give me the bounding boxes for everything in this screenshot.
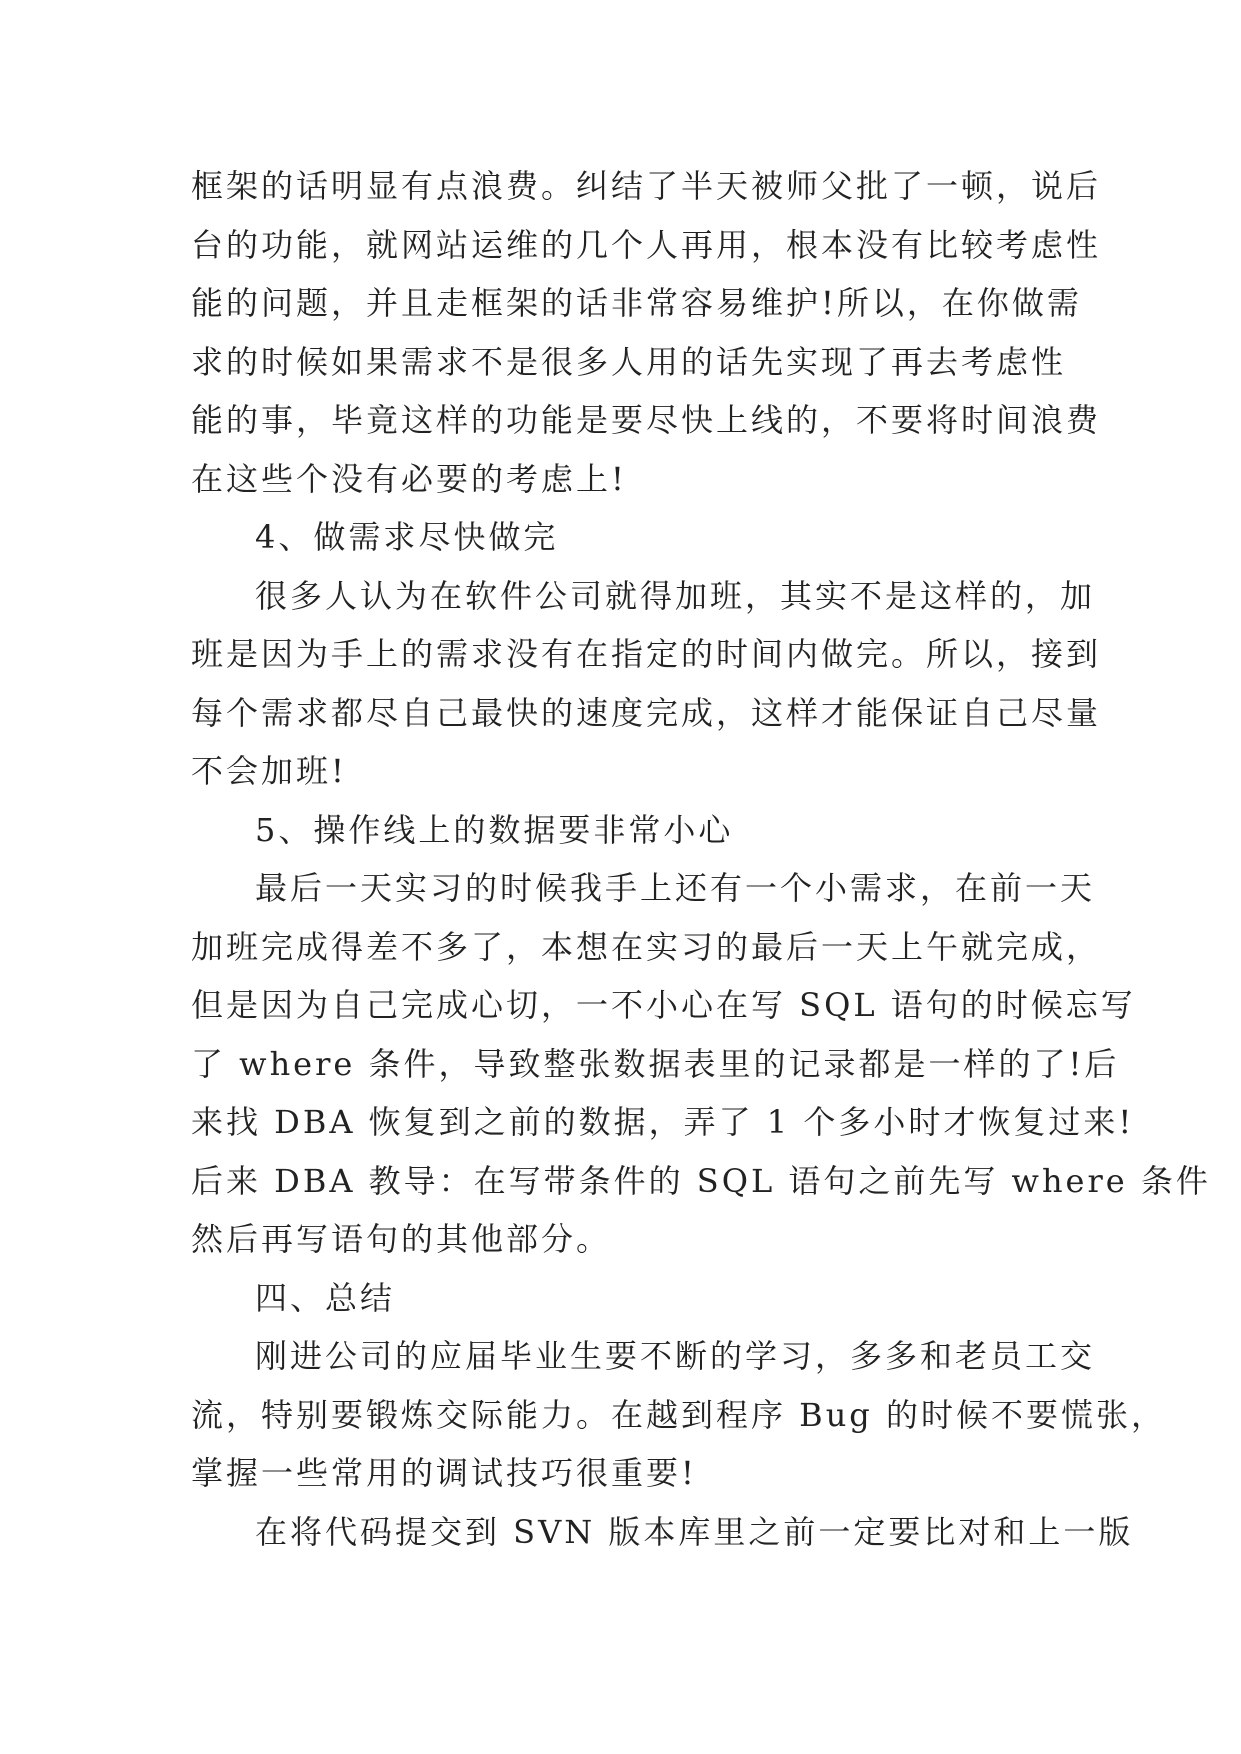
heading-text: 5、操作线上的数据要非常小心 bbox=[255, 810, 734, 849]
text-line: 求的时候如果需求不是很多人用的话先实现了再去考虑性 bbox=[191, 342, 1067, 381]
text-line: 了 where 条件，导致整张数据表里的记录都是一样的了!后 bbox=[191, 1044, 1120, 1083]
text-line: 加班完成得差不多了，本想在实习的最后一天上午就完成， bbox=[191, 927, 1102, 966]
paragraph bbox=[191, 1327, 1166, 1503]
text-line: 后来 DBA 教导：在写带条件的 SQL 语句之前先写 where 条件 bbox=[191, 1161, 1211, 1200]
text-line: 在这些个没有必要的考虑上! bbox=[191, 459, 627, 498]
document-body bbox=[191, 157, 1211, 1561]
paragraph bbox=[191, 567, 1102, 801]
heading-text: 4、做需求尽快做完 bbox=[255, 518, 559, 556]
paragraph bbox=[191, 1503, 1134, 1562]
text-line: 班是因为手上的需求没有在指定的时间内做完。所以，接到 bbox=[191, 635, 1102, 673]
text-line: 最后一天实习的时候我手上还有一个小需求，在前一天 bbox=[255, 869, 1096, 907]
paragraph bbox=[191, 859, 1211, 1269]
text-line: 流，特别要锻炼交际能力。在越到程序 Bug 的时候不要慌张， bbox=[191, 1395, 1166, 1434]
section-heading bbox=[191, 1269, 1056, 1328]
heading-text: 四、总结 bbox=[255, 1278, 396, 1317]
text-line: 掌握一些常用的调试技巧很重要! bbox=[191, 1454, 697, 1492]
text-line: 很多人认为在软件公司就得加班，其实不是这样的，加 bbox=[255, 576, 1096, 615]
text-line: 台的功能，就网站运维的几个人再用，根本没有比较考虑性 bbox=[191, 225, 1102, 264]
text-line: 但是因为自己完成心切，一不小心在写 SQL 语句的时候忘写 bbox=[191, 986, 1136, 1024]
section-heading bbox=[191, 508, 1056, 567]
text-line: 框架的话明显有点浪费。纠结了半天被师父批了一顿，说后 bbox=[191, 167, 1102, 205]
text-line: 在将代码提交到 SVN 版本库里之前一定要比对和上一版 bbox=[255, 1512, 1134, 1551]
text-line: 来找 DBA 恢复到之前的数据，弄了 1 个多小时才恢复过来! bbox=[191, 1103, 1135, 1141]
text-line: 然后再写语句的其他部分。 bbox=[191, 1220, 612, 1258]
text-line: 刚进公司的应届毕业生要不断的学习，多多和老员工交 bbox=[255, 1337, 1096, 1375]
paragraph bbox=[191, 157, 1102, 508]
text-line: 能的问题，并且走框架的话非常容易维护!所以，在你做需 bbox=[191, 284, 1082, 322]
text-line: 每个需求都尽自己最快的速度完成，这样才能保证自己尽量 bbox=[191, 693, 1102, 732]
section-heading bbox=[191, 801, 1056, 860]
text-line: 能的事，毕竟这样的功能是要尽快上线的，不要将时间浪费 bbox=[191, 401, 1102, 439]
text-line: 不会加班! bbox=[191, 752, 347, 790]
